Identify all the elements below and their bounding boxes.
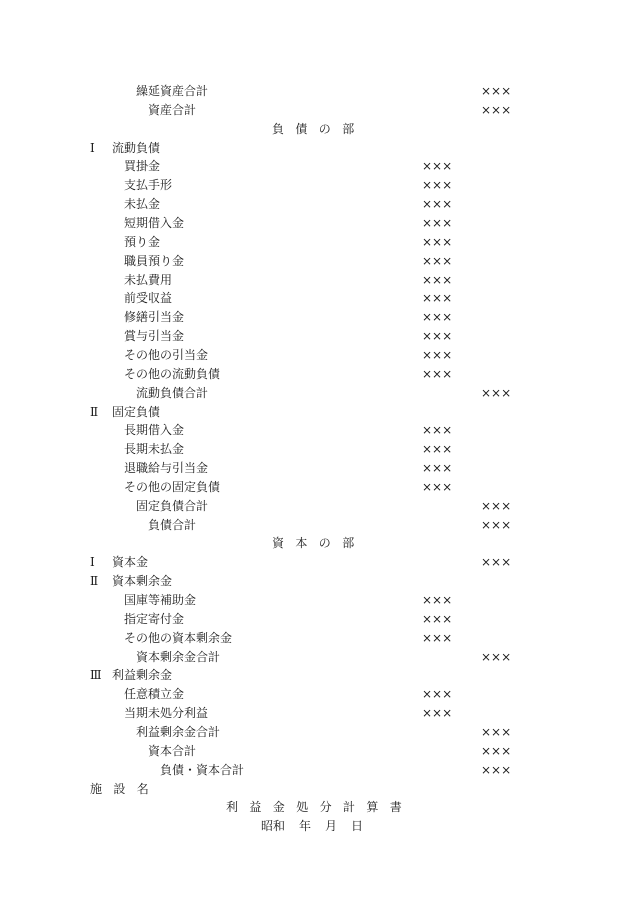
- section-label: 流動負債: [112, 140, 161, 155]
- amount-value: ×××: [422, 310, 453, 325]
- table-row: [0, 271, 630, 290]
- table-row: [0, 440, 630, 459]
- item-label: 長期未払金: [124, 442, 185, 457]
- table-row: [0, 157, 630, 176]
- table-row: [0, 384, 630, 403]
- item-label: 賞与引当金: [124, 329, 185, 344]
- table-row: [0, 327, 630, 346]
- total-value: ×××: [481, 649, 512, 664]
- amount-value: ×××: [422, 291, 453, 306]
- table-row: [0, 761, 630, 780]
- amount-value: ×××: [422, 178, 453, 193]
- amount-value: ×××: [422, 272, 453, 287]
- table-row: [0, 572, 630, 591]
- facility-name-label: 施設名: [90, 781, 161, 796]
- item-label: 未払金: [124, 197, 161, 212]
- total-value: ×××: [481, 102, 512, 117]
- total-value: ×××: [481, 743, 512, 758]
- table-row: [0, 534, 630, 553]
- item-label: 短期借入金: [124, 216, 185, 230]
- table-row: [0, 629, 630, 648]
- table-row: [0, 139, 630, 158]
- table-row: [0, 289, 630, 308]
- table-row: [0, 817, 630, 836]
- table-row: [0, 459, 630, 478]
- item-label: 国庫等補助金: [124, 593, 197, 607]
- item-label: 負債・資本合計: [160, 762, 245, 777]
- item-label: 負債合計: [148, 517, 197, 532]
- item-label: 支払手形: [124, 178, 173, 193]
- total-value: ×××: [481, 385, 512, 400]
- item-label: その他の資本剰余金: [124, 630, 233, 645]
- table-row: [0, 346, 630, 365]
- item-label: 指定寄付金: [124, 611, 185, 626]
- amount-value: ×××: [422, 329, 453, 344]
- document-title: 利益金処分計算書: [226, 800, 414, 815]
- item-label: 前受収益: [124, 291, 173, 306]
- item-label: 利益剰余金合計: [136, 724, 221, 739]
- table-row: [0, 365, 630, 384]
- table-row: [0, 798, 630, 817]
- table-row: [0, 214, 630, 233]
- table-row: [0, 553, 630, 572]
- date-line: 昭和 年 月 日: [261, 819, 364, 834]
- section-number: Ⅰ: [90, 140, 95, 155]
- table-row: [0, 421, 630, 440]
- section-label: 資本剰余金: [112, 574, 173, 589]
- amount-value: ×××: [422, 253, 453, 268]
- item-label: 修繕引当金: [124, 310, 185, 325]
- amount-value: ×××: [422, 630, 453, 645]
- item-label: その他の引当金: [124, 347, 209, 362]
- table-row: [0, 195, 630, 214]
- item-label: 任意積立金: [124, 687, 185, 702]
- total-value: ×××: [481, 84, 512, 98]
- table-row: [0, 648, 630, 667]
- item-label: 流動負債合計: [136, 385, 209, 400]
- section-label: 資本金: [112, 555, 149, 570]
- section-header: 資本の部: [272, 536, 366, 551]
- item-label: 当期未処分利益: [124, 706, 209, 721]
- total-value: ×××: [481, 498, 512, 513]
- table-row: [0, 516, 630, 535]
- total-value: ×××: [481, 762, 512, 777]
- table-row: [0, 704, 630, 723]
- table-row: [0, 742, 630, 761]
- table-row: [0, 176, 630, 195]
- amount-value: ×××: [422, 216, 453, 230]
- amount-value: ×××: [422, 366, 453, 381]
- total-value: ×××: [481, 555, 512, 570]
- amount-value: ×××: [422, 461, 453, 475]
- table-row: [0, 82, 630, 101]
- total-value: ×××: [481, 517, 512, 532]
- table-row: [0, 497, 630, 516]
- amount-value: ×××: [422, 234, 453, 249]
- item-label: 資本剰余金合計: [136, 649, 221, 664]
- amount-value: ×××: [422, 706, 453, 721]
- item-label: その他の固定負債: [124, 479, 221, 494]
- table-row: [0, 610, 630, 629]
- item-label: 職員預り金: [124, 253, 185, 268]
- section-label: 固定負債: [112, 404, 161, 419]
- item-label: 退職給与引当金: [124, 461, 209, 475]
- item-label: 繰延資産合計: [136, 84, 209, 98]
- section-label: 利益剰余金: [112, 668, 173, 683]
- table-row: [0, 233, 630, 252]
- amount-value: ×××: [422, 423, 453, 438]
- amount-value: ×××: [422, 611, 453, 626]
- table-row: [0, 403, 630, 422]
- table-row: [0, 120, 630, 139]
- amount-value: ×××: [422, 479, 453, 494]
- total-value: ×××: [481, 724, 512, 739]
- section-number: Ⅰ: [90, 555, 95, 570]
- item-label: 預り金: [124, 234, 161, 249]
- item-label: 資本合計: [148, 743, 197, 758]
- amount-value: ×××: [422, 687, 453, 702]
- item-label: 資産合計: [148, 102, 197, 117]
- item-label: 長期借入金: [124, 423, 185, 438]
- table-row: [0, 780, 630, 799]
- amount-value: ×××: [422, 197, 453, 212]
- table-row: [0, 723, 630, 742]
- table-row: [0, 101, 630, 120]
- item-label: 買掛金: [124, 159, 161, 174]
- table-row: [0, 478, 630, 497]
- item-label: その他の流動負債: [124, 366, 221, 381]
- table-row: [0, 308, 630, 327]
- amount-value: ×××: [422, 593, 453, 607]
- section-number: Ⅱ: [90, 404, 99, 419]
- table-row: [0, 591, 630, 610]
- table-row: [0, 666, 630, 685]
- item-label: 未払費用: [124, 272, 173, 287]
- section-header: 負債の部: [272, 121, 366, 136]
- section-number: Ⅲ: [90, 668, 102, 683]
- amount-value: ×××: [422, 347, 453, 362]
- amount-value: ×××: [422, 442, 453, 457]
- table-row: [0, 685, 630, 704]
- table-row: [0, 252, 630, 271]
- section-number: Ⅱ: [90, 574, 99, 589]
- item-label: 固定負債合計: [136, 498, 209, 513]
- amount-value: ×××: [422, 159, 453, 174]
